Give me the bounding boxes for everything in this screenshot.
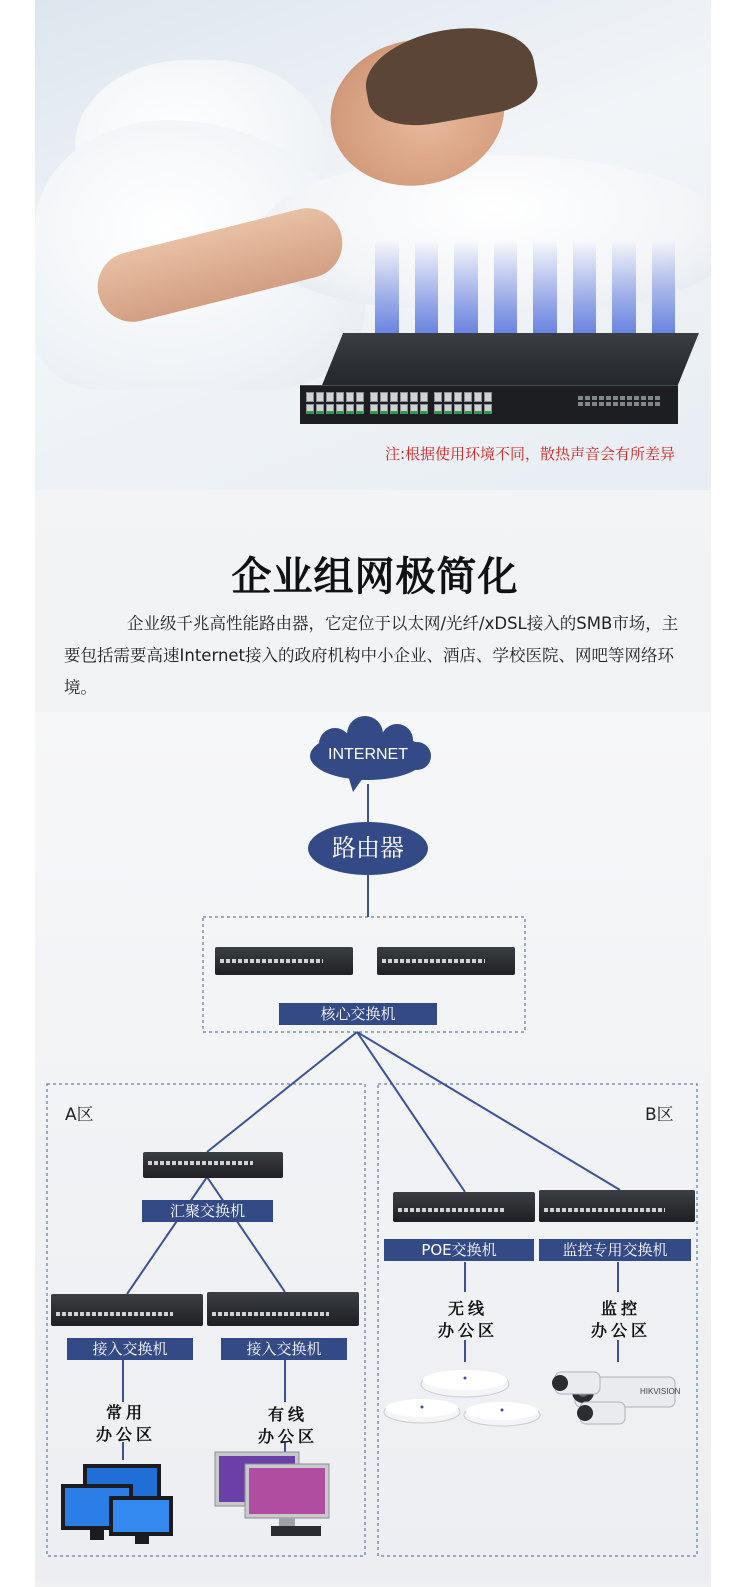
port-group	[370, 392, 428, 414]
core-switch-label: 核心交换机	[279, 1003, 437, 1025]
wireless-ap-icon	[384, 1370, 540, 1426]
line-core-monitor	[357, 1032, 620, 1190]
ethernet-port	[316, 404, 324, 414]
ethernet-port	[380, 392, 388, 402]
status-led	[585, 402, 590, 406]
ethernet-port	[390, 392, 398, 402]
router-leds	[578, 396, 660, 406]
office-monitor-line2: 办公区	[590, 1321, 651, 1340]
office-monitor-line1: 监控	[600, 1299, 641, 1318]
beam	[533, 240, 557, 335]
ethernet-port	[474, 392, 482, 402]
intro-paragraph: 企业级千兆高性能路由器，它定位于以太网/光纤/xDSL接入的SMB市场，主要包括需要高速Internet接入的政府机构中小企业、酒店、学校医院、网吧等网络环境。	[64, 614, 679, 697]
ethernet-port	[390, 404, 398, 414]
office-monitor	[578, 1298, 664, 1342]
beam	[415, 240, 439, 335]
section-title: 企业组网极简化	[231, 554, 519, 600]
ethernet-port	[484, 392, 492, 402]
access-switch-device-1	[51, 1294, 203, 1326]
ethernet-port	[316, 392, 324, 402]
status-led	[620, 396, 625, 400]
all-in-one-pc-icon	[215, 1452, 329, 1536]
ethernet-port	[434, 392, 442, 402]
core-switch-device-1	[215, 947, 353, 975]
ethernet-port	[464, 392, 472, 402]
ethernet-port	[356, 404, 364, 414]
status-led	[592, 402, 597, 406]
status-led	[655, 396, 660, 400]
monitor-switch-device	[539, 1190, 695, 1222]
office-common-line2: 办公区	[95, 1425, 156, 1444]
ethernet-port	[370, 404, 378, 414]
office-wireless-line2: 办公区	[437, 1321, 498, 1340]
ethernet-port	[420, 404, 428, 414]
status-led	[606, 396, 611, 400]
port-group	[306, 392, 364, 414]
beam	[454, 240, 478, 335]
line-agg-access1	[127, 1177, 207, 1294]
status-led	[641, 396, 646, 400]
ethernet-port	[410, 404, 418, 414]
ethernet-port	[444, 392, 452, 402]
poe-switch-label: POE交换机	[384, 1239, 534, 1261]
camera-brand-logo: HIKVISION	[640, 1387, 681, 1396]
ethernet-port	[464, 404, 472, 414]
ethernet-port	[484, 404, 492, 414]
core-switch-device-2	[377, 947, 515, 975]
status-led	[606, 402, 611, 406]
router-node: 路由器	[308, 822, 428, 875]
router-device-image	[300, 333, 678, 423]
status-led	[613, 396, 618, 400]
office-wireless	[425, 1298, 511, 1342]
ethernet-port	[380, 404, 388, 414]
status-led	[641, 402, 646, 406]
office-wired-line2: 办公区	[257, 1427, 318, 1446]
ethernet-port	[400, 404, 408, 414]
zone-b-label: B区	[645, 1105, 674, 1125]
noise-note: 注:根据使用环境不同，散热声音会有所差异	[385, 445, 676, 463]
poe-switch-device	[393, 1192, 535, 1222]
internet-label-wrap	[309, 746, 427, 768]
beam	[573, 240, 597, 335]
line-core-poe	[357, 1032, 465, 1192]
desktop-monitors-icon	[61, 1464, 173, 1544]
port-group	[434, 392, 492, 414]
ethernet-port	[410, 392, 418, 402]
ethernet-port	[444, 404, 452, 414]
ethernet-port	[420, 392, 428, 402]
access-switch-device-2	[207, 1292, 359, 1326]
ethernet-port	[326, 404, 334, 414]
status-led	[599, 402, 604, 406]
ethernet-port	[454, 392, 462, 402]
beam	[652, 240, 676, 335]
status-led	[578, 402, 583, 406]
beam	[612, 240, 636, 335]
ethernet-port	[336, 392, 344, 402]
router-ports	[306, 392, 492, 414]
status-led	[648, 402, 653, 406]
status-led	[613, 402, 618, 406]
status-led	[655, 402, 660, 406]
beam	[494, 240, 518, 335]
ethernet-port	[370, 392, 378, 402]
router-front-panel	[300, 385, 678, 424]
office-wired	[245, 1404, 331, 1448]
status-led	[627, 396, 632, 400]
status-led	[634, 396, 639, 400]
office-wired-line1: 有线	[267, 1405, 308, 1424]
office-common-line1: 常用	[105, 1403, 146, 1422]
network-diagram	[35, 712, 711, 1582]
monitor-switch-label: 监控专用交换机	[539, 1239, 691, 1261]
line-core-aggregation	[207, 1032, 357, 1152]
access-switch-label-2: 接入交换机	[221, 1338, 347, 1360]
router-top	[322, 333, 699, 385]
status-led	[634, 402, 639, 406]
ethernet-port	[356, 392, 364, 402]
ethernet-port	[454, 404, 462, 414]
status-led	[648, 396, 653, 400]
ethernet-port	[434, 404, 442, 414]
ethernet-port	[306, 404, 314, 414]
office-wireless-line1: 无线	[447, 1299, 488, 1318]
aggregation-switch-device	[143, 1152, 283, 1178]
status-led	[620, 402, 625, 406]
ethernet-port	[336, 404, 344, 414]
ethernet-port	[326, 392, 334, 402]
status-led	[578, 396, 583, 400]
status-led	[627, 402, 632, 406]
status-led	[585, 396, 590, 400]
ethernet-port	[474, 404, 482, 414]
ethernet-port	[346, 392, 354, 402]
ethernet-port	[346, 404, 354, 414]
aggregation-switch-label: 汇聚交换机	[142, 1200, 273, 1222]
status-led	[592, 396, 597, 400]
beam	[375, 240, 399, 335]
line-agg-access2	[207, 1177, 285, 1292]
office-common	[83, 1402, 169, 1446]
zone-a-label: A区	[65, 1105, 94, 1125]
ethernet-port	[306, 392, 314, 402]
surveillance-camera-icon	[552, 1372, 675, 1424]
sleeping-man-hair	[358, 16, 541, 134]
status-led	[599, 396, 604, 400]
heat-dissipation-beams	[375, 240, 675, 335]
internet-label: INTERNET	[328, 746, 408, 763]
ethernet-port	[400, 392, 408, 402]
access-switch-label-1: 接入交换机	[67, 1338, 193, 1360]
